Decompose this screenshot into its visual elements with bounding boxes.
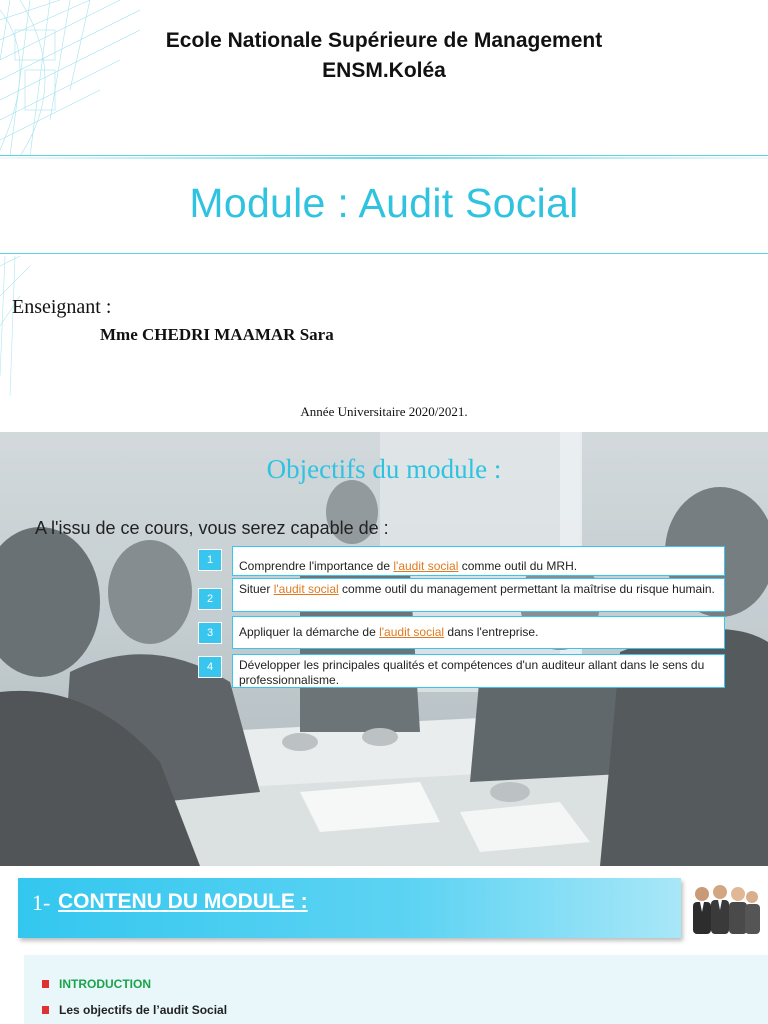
objective-text: Développer les principales qualités et compétences d'un auditeur allant dans le sens du professionnalisme. — [232, 654, 725, 688]
list-item-text: Les objectifs de l’audit Social — [59, 1003, 228, 1017]
geometric-decoration — [0, 256, 40, 406]
highlight-term: l'audit social — [379, 625, 445, 639]
module-content-list — [24, 955, 768, 1024]
list-item-text: INTRODUCTION — [59, 977, 151, 991]
divider — [0, 253, 768, 254]
academic-year: Année Universitaire 2020/2021. — [300, 404, 468, 419]
section-title: CONTENU DU MODULE : — [58, 890, 308, 913]
objective-number: 1 — [198, 549, 222, 571]
highlight-term: l'audit social — [273, 582, 339, 596]
objective-number: 3 — [198, 622, 222, 644]
header-band — [0, 0, 768, 156]
objective-text: Appliquer la démarche de l'audit social dans l'entreprise. — [232, 616, 725, 649]
objective-number: 2 — [198, 588, 222, 610]
section-number: 1- — [32, 890, 51, 915]
school-line-2: ENSM.Koléa — [322, 59, 446, 82]
highlight-term: l'audit social — [393, 559, 459, 573]
objective-text: Situer l'audit social comme outil du management permettant la maîtrise du risque humain. — [232, 578, 725, 612]
square-bullet-icon — [42, 1006, 49, 1014]
objectives-title: Objectifs du module : — [266, 454, 502, 484]
school-line-1: Ecole Nationale Supérieure de Management — [165, 29, 603, 52]
objectives-section — [0, 432, 768, 866]
module-title: Module : Audit Social — [189, 180, 579, 226]
divider — [0, 157, 768, 159]
meeting-photo — [0, 432, 768, 866]
school-name — [0, 26, 768, 86]
objective-text: Comprendre l'importance de l'audit social comme outil du MRH. — [232, 546, 725, 576]
square-bullet-icon — [42, 980, 49, 988]
divider — [0, 155, 768, 156]
business-people-icon — [684, 880, 764, 940]
objective-number: 4 — [198, 656, 222, 678]
teacher-name: Mme CHEDRI MAAMAR Sara — [100, 325, 334, 344]
teacher-block — [0, 256, 768, 432]
section-header-bar — [18, 878, 681, 938]
objectives-intro: A l'issu de ce cours, vous serez capable de : — [35, 518, 389, 538]
teacher-label: Enseignant : — [12, 296, 112, 318]
